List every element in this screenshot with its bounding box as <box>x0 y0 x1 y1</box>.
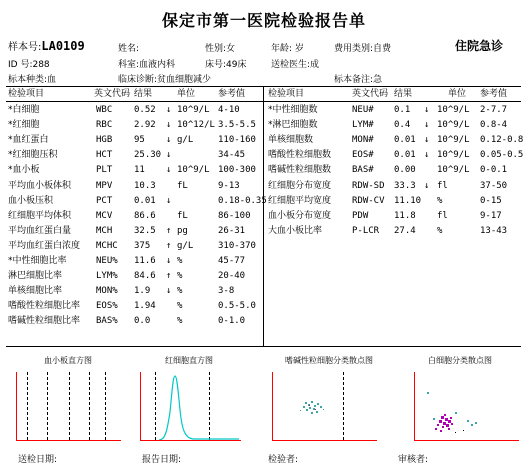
item-value: 11.8 <box>394 210 416 221</box>
item-value: 11.6 <box>134 256 156 266</box>
item-code: NEU# <box>352 105 374 115</box>
item-flag: ↓ <box>424 135 430 146</box>
item-code: MON# <box>352 135 374 146</box>
item-ref: 2-7.7 <box>480 105 508 115</box>
item-value: 0.01 <box>394 150 416 161</box>
priority-label: 住院急诊 <box>455 39 504 53</box>
item-value: 11 <box>134 165 145 176</box>
rbc-curve <box>141 372 241 440</box>
item-name: *中性细胞比率 <box>8 256 67 266</box>
plt-histogram <box>16 372 121 441</box>
fee-type: 费用类别:自费 <box>334 44 392 54</box>
specimen-no <box>8 38 85 53</box>
item-name: 嗜酸性粒细胞数 <box>268 150 332 161</box>
item-name: 红细胞平均宽度 <box>268 195 332 206</box>
item-value: 33.3 <box>394 180 416 191</box>
item-value: 11.10 <box>394 195 422 206</box>
item-ref: 3-8 <box>218 286 235 297</box>
item-unit: g/L <box>177 135 194 146</box>
item-unit: pg <box>177 225 188 236</box>
patient-id: ID 号:288 <box>8 60 50 70</box>
item-code: HCT <box>96 150 113 161</box>
col-ref: 参考值 <box>218 89 246 99</box>
item-flag: ↓ <box>424 180 430 191</box>
item-name: 血小板分布宽度 <box>268 210 332 221</box>
item-ref: 0.8-4 <box>480 120 508 131</box>
item-value: 86.6 <box>134 210 156 221</box>
item-unit: 10^9/L <box>437 105 470 115</box>
item-code: RDW-SD <box>352 180 385 191</box>
item-name: *淋巴细胞数 <box>268 120 318 131</box>
footer-report-date: 报告日期: <box>142 455 182 465</box>
item-unit: fL <box>177 210 188 221</box>
baso-cluster <box>273 372 377 440</box>
item-unit: 10^9/L <box>177 165 210 176</box>
footer-send-date: 送检日期: <box>18 455 58 465</box>
item-value: 0.00 <box>394 165 416 176</box>
item-flag: ↓ <box>166 150 172 161</box>
item-value: 10.3 <box>134 180 156 191</box>
table-bottom-line <box>6 346 521 347</box>
item-value: 25.30 <box>134 150 162 161</box>
item-flag: ↓ <box>424 120 430 131</box>
item-ref: 34-45 <box>218 150 246 161</box>
item-unit: g/L <box>177 240 194 251</box>
patient-name: 姓名: <box>118 44 140 54</box>
item-unit: fl <box>437 180 448 191</box>
item-ref: 0.12-0.8 <box>480 135 524 146</box>
item-name: 嗜碱性粒细胞比率 <box>8 316 81 327</box>
item-flag: ↓ <box>166 256 172 266</box>
col-item-right: 检验项目 <box>268 89 305 99</box>
item-code: EOS% <box>96 301 118 312</box>
rbc-histogram <box>140 372 241 441</box>
col-code: 英文代码 <box>94 89 131 99</box>
item-name: *红细胞压积 <box>8 150 58 161</box>
baso-scatter-title: 嗜碱性粒细胞分类散点图 <box>285 356 373 365</box>
wbc-scatterplot <box>414 372 519 441</box>
item-ref: 45-77 <box>218 256 246 266</box>
sample-type: 标本种类:血 <box>8 75 57 85</box>
item-name: 单核细胞比率 <box>8 286 63 297</box>
item-flag: ↑ <box>166 225 172 236</box>
item-value: 95 <box>134 135 145 146</box>
item-flag: ↓ <box>424 105 430 115</box>
patient-gender: 性别:女 <box>205 44 236 54</box>
col-result: 结果 <box>134 89 153 99</box>
item-ref: 3.5-5.5 <box>218 120 256 131</box>
item-code: NEU% <box>96 256 118 266</box>
footer-tester: 检验者: <box>268 455 299 465</box>
item-value: 0.1 <box>394 105 411 115</box>
item-unit: 10^9/L <box>437 150 470 161</box>
item-ref: 4-10 <box>218 105 240 115</box>
item-ref: 0-0.1 <box>480 165 508 176</box>
item-value: 84.6 <box>134 271 156 282</box>
item-flag: ↑ <box>166 240 172 251</box>
doctor: 送检医生:成 <box>271 60 320 70</box>
item-code: BAS# <box>352 165 374 176</box>
item-code: PDW <box>352 210 369 221</box>
item-unit: % <box>177 301 183 312</box>
item-ref: 20-40 <box>218 271 246 282</box>
item-flag: ↑ <box>166 271 172 282</box>
item-code: MCH <box>96 225 113 236</box>
item-unit: % <box>177 286 183 297</box>
item-flag: ↓ <box>166 120 172 131</box>
wbc-scatter-title: 白细胞分类散点图 <box>428 356 492 365</box>
item-code: RBC <box>96 120 113 131</box>
wbc-clusters <box>415 372 519 440</box>
item-name: 单核细胞数 <box>268 135 314 146</box>
item-ref: 13-43 <box>480 225 508 236</box>
item-unit: % <box>177 316 183 327</box>
item-code: MCHC <box>96 240 118 251</box>
item-unit: 10^9/L <box>177 105 210 115</box>
item-unit: % <box>177 271 183 282</box>
item-ref: 0.5-5.0 <box>218 301 256 312</box>
item-unit: 10^12/L <box>177 120 215 131</box>
item-code: EOS# <box>352 150 374 161</box>
item-name: *中性细胞数 <box>268 105 318 115</box>
item-name: 平均血红蛋白浓度 <box>8 240 81 251</box>
bed-no: 床号:49床 <box>205 60 247 70</box>
clinical-diagnosis: 临床诊断:贫血细胞减少 <box>118 75 212 85</box>
plt-marker <box>105 372 106 440</box>
item-ref: 26-31 <box>218 225 246 236</box>
table-divider <box>263 86 264 346</box>
specimen-no-value: LA0109 <box>41 39 85 53</box>
item-unit: % <box>437 195 443 206</box>
item-value: 2.92 <box>134 120 156 131</box>
baso-scatterplot <box>272 372 377 441</box>
report-title: 保定市第一医院检验报告单 <box>161 11 366 30</box>
item-ref: 37-50 <box>480 180 508 191</box>
item-name: *红细胞 <box>8 120 40 131</box>
item-flag: ↓ <box>166 165 172 176</box>
plt-marker <box>69 372 70 440</box>
col-result-right: 结果 <box>394 89 413 99</box>
item-ref: 9-17 <box>480 210 502 221</box>
item-name: *血红蛋白 <box>8 135 49 146</box>
item-ref: 110-160 <box>218 135 256 146</box>
item-ref: 100-300 <box>218 165 256 176</box>
item-value: 0.01 <box>134 195 156 206</box>
item-name: *血小板 <box>8 165 40 176</box>
item-ref: 0-15 <box>480 195 502 206</box>
item-unit: % <box>437 225 443 236</box>
item-unit: fl <box>437 210 448 221</box>
item-value: 0.52 <box>134 105 156 115</box>
item-code: LYM% <box>96 271 118 282</box>
item-ref: 0.18-0.35 <box>218 195 267 206</box>
item-flag: ↓ <box>166 286 172 297</box>
item-value: 0.0 <box>134 316 151 327</box>
item-code: LYM# <box>352 120 374 131</box>
item-code: HGB <box>96 135 113 146</box>
item-code: BAS% <box>96 316 118 327</box>
item-flag: ↓ <box>166 135 172 146</box>
item-name: 红细胞平均体积 <box>8 210 72 221</box>
plt-marker <box>27 372 28 440</box>
item-name: 淋巴细胞比率 <box>8 271 63 282</box>
item-value: 1.9 <box>134 286 151 297</box>
item-unit: % <box>177 256 183 266</box>
col-code-right: 英文代码 <box>352 89 389 99</box>
department: 科室:血液内科 <box>118 60 176 70</box>
item-ref: 9-13 <box>218 180 240 191</box>
item-code: MON% <box>96 286 118 297</box>
plt-marker <box>89 372 90 440</box>
item-code: PCT <box>96 195 113 206</box>
patient-age: 年龄: 岁 <box>271 44 304 54</box>
item-unit: fL <box>177 180 188 191</box>
item-code: MCV <box>96 210 113 221</box>
item-ref: 0.05-0.5 <box>480 150 524 161</box>
plt-marker <box>47 372 48 440</box>
item-ref: 310-370 <box>218 240 256 251</box>
item-unit: 10^9/L <box>437 120 470 131</box>
col-item: 检验项目 <box>8 89 45 99</box>
item-flag: ↓ <box>424 150 430 161</box>
item-value: 0.4 <box>394 120 411 131</box>
col-unit: 单位 <box>177 89 196 99</box>
sample-remark: 标本备注:急 <box>334 75 383 85</box>
item-value: 32.5 <box>134 225 156 236</box>
item-ref: 0-1.0 <box>218 316 246 327</box>
item-flag: ↓ <box>166 105 172 115</box>
item-code: MPV <box>96 180 113 191</box>
rbc-histogram-title: 红细胞直方图 <box>165 356 213 365</box>
item-name: 平均血小板体积 <box>8 180 72 191</box>
col-unit-right: 单位 <box>448 89 467 99</box>
item-code: RDW-CV <box>352 195 385 206</box>
item-name: 嗜酸性粒细胞比率 <box>8 301 81 312</box>
plt-histogram-title: 血小板直方图 <box>44 356 92 365</box>
specimen-no-label: 样本号: <box>8 42 42 53</box>
item-value: 27.4 <box>394 225 416 236</box>
item-value: 1.94 <box>134 301 156 312</box>
item-unit: 10^9/L <box>437 135 470 146</box>
right-table-header <box>0 87 528 102</box>
item-value: 0.01 <box>394 135 416 146</box>
item-flag: ↓ <box>166 195 172 206</box>
item-value: 375 <box>134 240 151 251</box>
footer-reviewer: 审核者: <box>398 455 429 465</box>
item-code: WBC <box>96 105 113 115</box>
item-name: 平均血红蛋白量 <box>8 225 72 236</box>
item-name: 大血小板比率 <box>268 225 323 236</box>
item-name: 红细胞分布宽度 <box>268 180 332 191</box>
item-ref: 86-100 <box>218 210 251 221</box>
item-name: 血小板压积 <box>8 195 54 206</box>
item-unit: 10^9/L <box>437 165 470 176</box>
item-name: 嗜碱性粒细胞数 <box>268 165 332 176</box>
col-ref-right: 参考值 <box>480 89 508 99</box>
item-code: P-LCR <box>352 225 380 236</box>
item-name: *白细胞 <box>8 105 40 115</box>
item-code: PLT <box>96 165 113 176</box>
